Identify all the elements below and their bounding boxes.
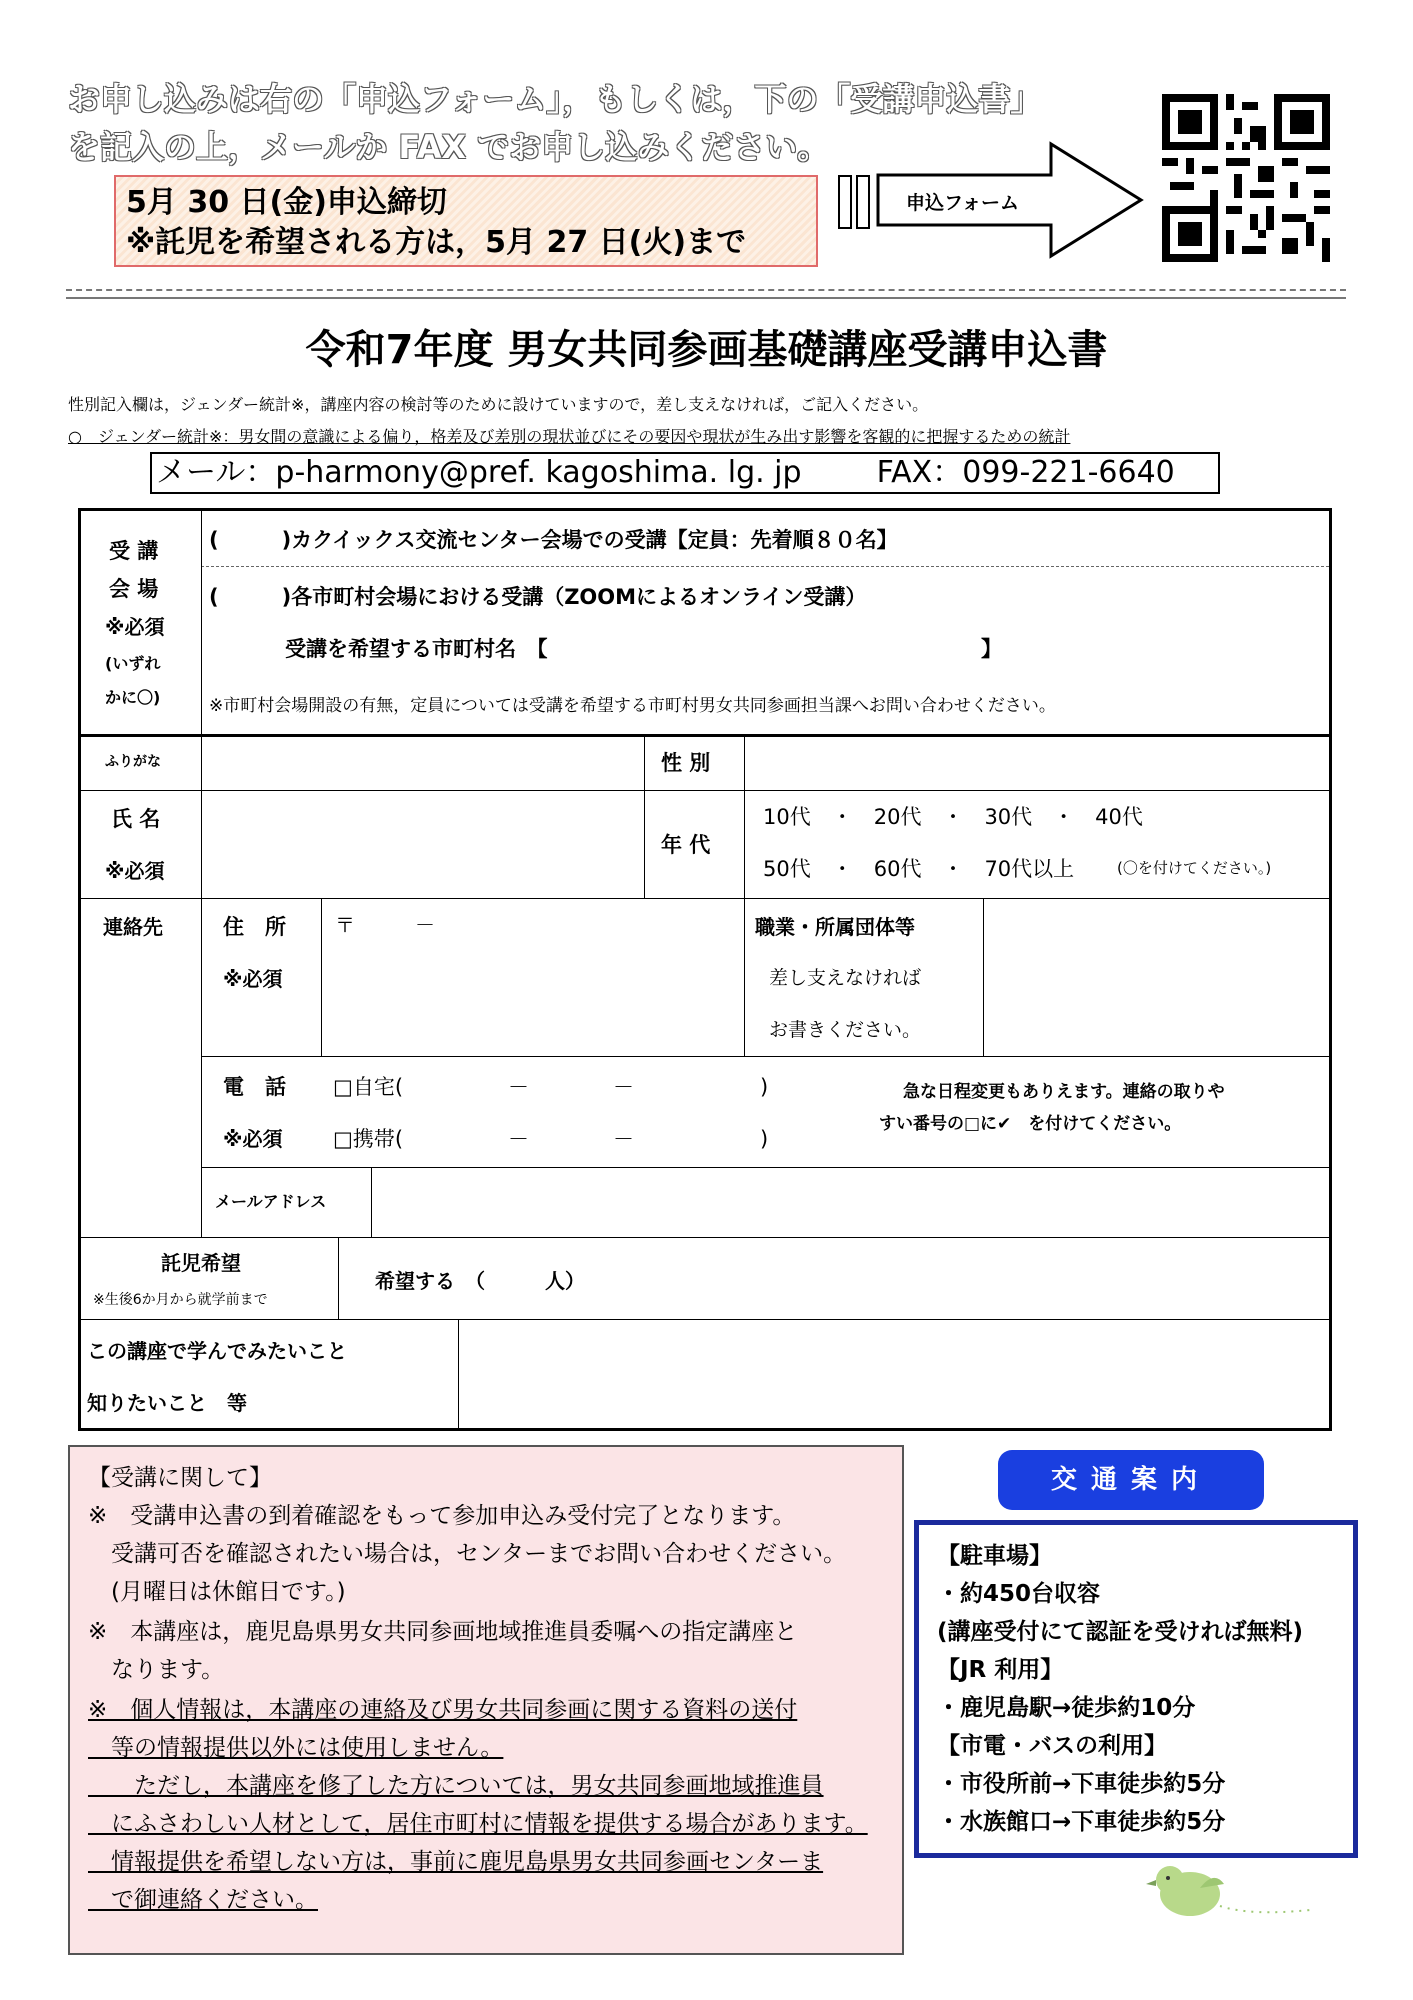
childcare-note: ※生後6か月から就学前まで	[93, 1292, 268, 1308]
gender-stat-note: ○ ジェンダー統計※：男女間の意識による偏り，格差及び差別の現状並びにその要因や現状が生み出す影響を客観的に把握するための統計	[68, 427, 1071, 446]
parking-capacity: ・約450台収容	[937, 1581, 1101, 1607]
form-arrow-label[interactable]: 申込フォーム	[906, 192, 1020, 214]
jr-heading: 【JR 利用】	[937, 1657, 1064, 1683]
contact-email[interactable]: メール：p-harmony@pref. kagoshima. lg. jp	[156, 455, 802, 490]
bird-icon	[1140, 1858, 1320, 1938]
email-label: メールアドレス	[215, 1192, 327, 1211]
instruction-line-2: を記入の上，メールか FAX でお申し込みください。	[68, 128, 830, 166]
traffic-info-box	[914, 1520, 1358, 1858]
jr-route: ・鹿児島駅→徒歩約10分	[937, 1695, 1196, 1721]
notice-box	[68, 1445, 904, 1955]
phone-note-2: すい番号の□に✔ を付けてください。	[879, 1114, 1182, 1134]
venue-required: ※必須	[105, 615, 165, 639]
tram-route-2: ・水族館口→下車徒歩約5分	[937, 1809, 1226, 1835]
occupation-hint-1: 差し支えなければ	[769, 967, 922, 989]
separator	[66, 289, 1346, 299]
furigana-label: ふりがな	[105, 754, 161, 770]
age-label: 年 代	[661, 833, 711, 857]
page-title: 令和7年度 男女共同参画基礎講座受講申込書	[305, 327, 1108, 373]
age-options-row1[interactable]: 10代 ・ 20代 ・ 30代 ・ 40代	[763, 805, 1143, 829]
childcare-label: 託児希望	[161, 1251, 241, 1275]
furigana-input[interactable]	[203, 737, 641, 787]
venue-label: 受 講	[109, 539, 159, 563]
venue-note: ※市町村会場開設の有無，定員については受講を希望する市町村男女共同参画担当課へお問い合わせください。	[209, 696, 1056, 716]
wish-label-1: この講座で学んでみたいこと	[87, 1339, 347, 1363]
deadline-main: 5月 30 日(金)申込締切	[126, 185, 447, 220]
notice-line: (月曜日は休館日です。)	[88, 1579, 346, 1605]
occupation-hint-2: お書きください。	[769, 1019, 922, 1041]
parking-free-note: (講座受付にて認証を受ければ無料)	[937, 1619, 1304, 1645]
name-required: ※必須	[105, 859, 165, 883]
venue-city-label: 受講を希望する市町村名 【	[285, 637, 548, 661]
notice-line: ただし，本講座を修了した方については，男女共同参画地域推進員	[88, 1773, 824, 1799]
venue-option-municipal[interactable]: ( )各市町村会場における受講（ZOOMによるオンライン受講）	[209, 585, 867, 609]
tram-route-1: ・市役所前→下車徒歩約5分	[937, 1771, 1226, 1797]
venue-option-kakuix[interactable]: ( )カクイックス交流センター会場での受講【定員：先着順８０名】	[209, 528, 898, 552]
address-label: 住 所	[223, 915, 286, 939]
venue-label-2: 会 場	[109, 577, 159, 601]
notice-line: ※ 本講座は，鹿児島県男女共同参画地域推進員委嘱への指定講座と	[88, 1619, 798, 1645]
childcare-request[interactable]: 希望する （ 人）	[375, 1269, 585, 1293]
contact-fax: FAX：099-221-6640	[876, 455, 1175, 490]
phone-mobile[interactable]: □携帯( － － )	[333, 1127, 769, 1151]
deadline-childcare: ※託児を希望される方は，5月 27 日(火)まで	[126, 225, 747, 260]
contact-box	[150, 452, 1220, 494]
notice-line: 等の情報提供以外には使用しません。	[88, 1735, 504, 1761]
wish-label-2: 知りたいこと 等	[87, 1391, 247, 1415]
notice-line: ※ 個人情報は，本講座の連絡及び男女共同参画に関する資料の送付	[88, 1697, 798, 1723]
notice-heading: 【受講に関して】	[88, 1465, 272, 1491]
venue-city-close: 】	[981, 637, 1002, 661]
traffic-badge: 交通案内	[998, 1450, 1264, 1510]
phone-required: ※必須	[223, 1127, 283, 1151]
qr-code-icon[interactable]	[1162, 94, 1330, 262]
address-input[interactable]	[325, 941, 741, 1053]
arrow-bars	[838, 175, 874, 233]
name-label: 氏 名	[111, 807, 161, 831]
gender-label: 性 別	[661, 751, 711, 775]
notice-line: 情報提供を希望しない方は，事前に鹿児島県男女共同参画センターま	[88, 1849, 824, 1875]
wish-input[interactable]	[461, 1323, 1325, 1427]
phone-label: 電 話	[223, 1075, 286, 1099]
instruction-line-1: お申し込みは右の「申込フォーム」，もしくは，下の「受講申込書」	[68, 80, 1043, 118]
address-required: ※必須	[223, 967, 283, 991]
age-hint: (〇を付けてください。)	[1117, 859, 1272, 877]
venue-hint-2: かに〇)	[105, 688, 161, 707]
notice-line: にふさわしい人材として，居住市町村に情報を提供する場合があります。	[88, 1811, 868, 1837]
phone-note-1: 急な日程変更もありえます。連絡の取りや	[903, 1082, 1225, 1102]
venue-hint-1: (いずれ	[105, 654, 161, 673]
notice-line: なります。	[88, 1657, 225, 1683]
gender-note: 性別記入欄は，ジェンダー統計※，講座内容の検討等のために設けていますので，差し支えなければ，ご記入ください。	[68, 395, 929, 414]
notice-line: 受講可否を確認されたい場合は，センターまでお問い合わせください。	[88, 1541, 847, 1567]
postal-code[interactable]: 〒 －	[335, 913, 435, 937]
occupation-input[interactable]	[987, 901, 1327, 1053]
deadline-box	[114, 175, 818, 267]
notice-line: で御連絡ください。	[88, 1887, 318, 1913]
application-form	[78, 508, 1332, 1431]
gender-input[interactable]	[747, 737, 1325, 787]
venue-city-input[interactable]	[493, 627, 973, 661]
phone-home[interactable]: □自宅( － － )	[333, 1075, 769, 1099]
occupation-label: 職業・所属団体等	[755, 915, 915, 939]
email-input[interactable]	[375, 1171, 1325, 1233]
parking-heading: 【駐車場】	[937, 1543, 1052, 1569]
tram-heading: 【市電・バスの利用】	[937, 1733, 1167, 1759]
contact-label: 連絡先	[103, 915, 163, 939]
notice-line: ※ 受講申込書の到着確認をもって参加申込み受付完了となります。	[88, 1503, 796, 1529]
name-input[interactable]	[203, 793, 641, 895]
age-options-row2[interactable]: 50代 ・ 60代 ・ 70代以上	[763, 857, 1075, 881]
